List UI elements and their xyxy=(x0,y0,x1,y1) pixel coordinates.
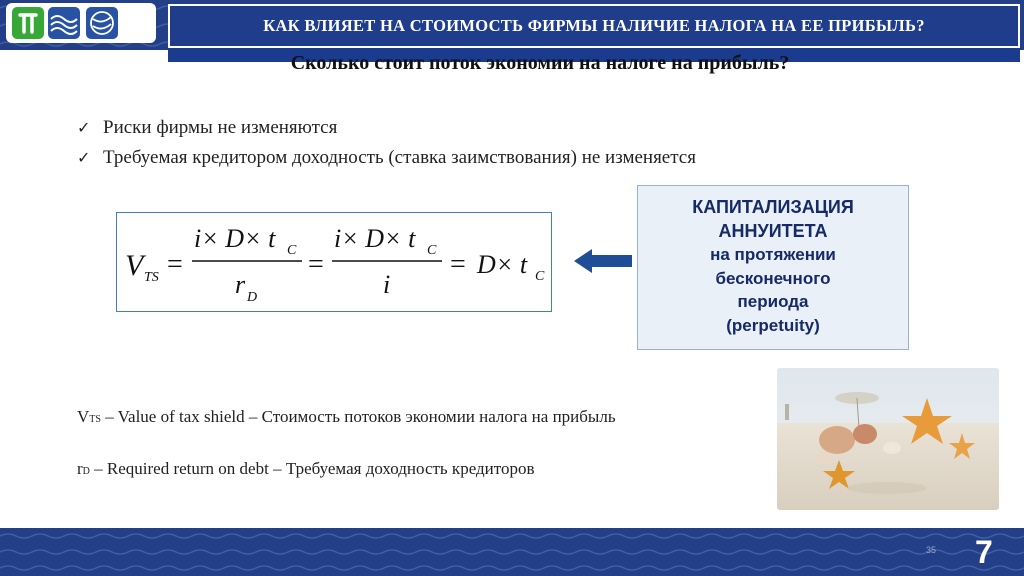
perpetuity-line: бесконечного xyxy=(715,268,831,288)
perpetuity-line: (perpetuity) xyxy=(726,315,820,335)
definition-vts xyxy=(77,407,616,427)
slide-number: 35 xyxy=(926,545,937,555)
frac1-denominator-sub: D xyxy=(247,290,258,305)
frac2-numerator-sub: C xyxy=(427,243,437,258)
perpetuity-line: АННУИТЕТА xyxy=(718,220,828,241)
frac1-numerator: i× D× t xyxy=(194,224,276,253)
bullet-text: Риски фирмы не изменяются xyxy=(103,117,338,138)
beach-seashells-starfish-photo xyxy=(777,368,999,510)
title-bar xyxy=(168,4,1020,48)
bullet-list xyxy=(77,113,696,173)
def-symbol: r xyxy=(77,459,83,478)
checkmark-icon: ✓ xyxy=(77,118,91,137)
perpetuity-line: КАПИТАЛИЗАЦИЯ xyxy=(692,197,854,217)
def-symbol-sub: D xyxy=(82,466,90,477)
def-text: – Required return on debt – Требуемая доходность кредиторов xyxy=(89,459,535,478)
waves-logo-icon xyxy=(48,7,80,39)
logo xyxy=(6,3,156,43)
frac1-numerator-sub: C xyxy=(287,243,297,258)
perpetuity-box xyxy=(637,185,909,350)
footer-wave-pattern xyxy=(0,528,1024,576)
footer-band xyxy=(0,528,1024,576)
subtitle: Сколько стоит поток экономии на налоге на прибыль? xyxy=(290,52,790,74)
frac2-numerator: i× D× t xyxy=(334,224,416,253)
def-symbol: V xyxy=(77,407,90,426)
perpetuity-line: на протяжении xyxy=(710,245,836,264)
formula xyxy=(117,213,550,310)
bullet-text: Требуемая кредитором доходность (ставка заимствования) не изменяется xyxy=(103,147,696,168)
formula-eq-3: = xyxy=(450,249,466,280)
checkmark-icon: ✓ xyxy=(77,148,91,167)
def-symbol-sub: TS xyxy=(89,414,101,425)
list-item xyxy=(77,143,696,173)
page-number: 7 xyxy=(975,534,993,570)
frac2-denominator: i xyxy=(383,270,391,299)
pi-logo-icon xyxy=(12,7,44,39)
page-title: КАК ВЛИЯЕТ НА СТОИМОСТЬ ФИРМЫ НАЛИЧИЕ НАЛОГА НА ЕЕ ПРИБЫЛЬ? xyxy=(263,16,925,35)
arrow-left-icon xyxy=(574,248,634,279)
globe-logo-icon xyxy=(86,7,118,39)
frac1-denominator: r xyxy=(235,270,246,299)
formula-lhs: V xyxy=(125,249,144,282)
formula-box xyxy=(116,212,552,312)
formula-eq-2: = xyxy=(308,249,324,280)
formula-lhs-sub: TS xyxy=(144,270,159,285)
formula-eq-1: = xyxy=(167,249,183,280)
perpetuity-line: периода xyxy=(737,292,809,311)
formula-rhs: D× t xyxy=(477,250,528,279)
list-item xyxy=(77,113,696,143)
def-text: – Value of tax shield – Стоимость потоков экономии налога на прибыль xyxy=(100,407,616,426)
formula-rhs-sub: C xyxy=(535,269,545,284)
definition-rd xyxy=(77,459,535,479)
